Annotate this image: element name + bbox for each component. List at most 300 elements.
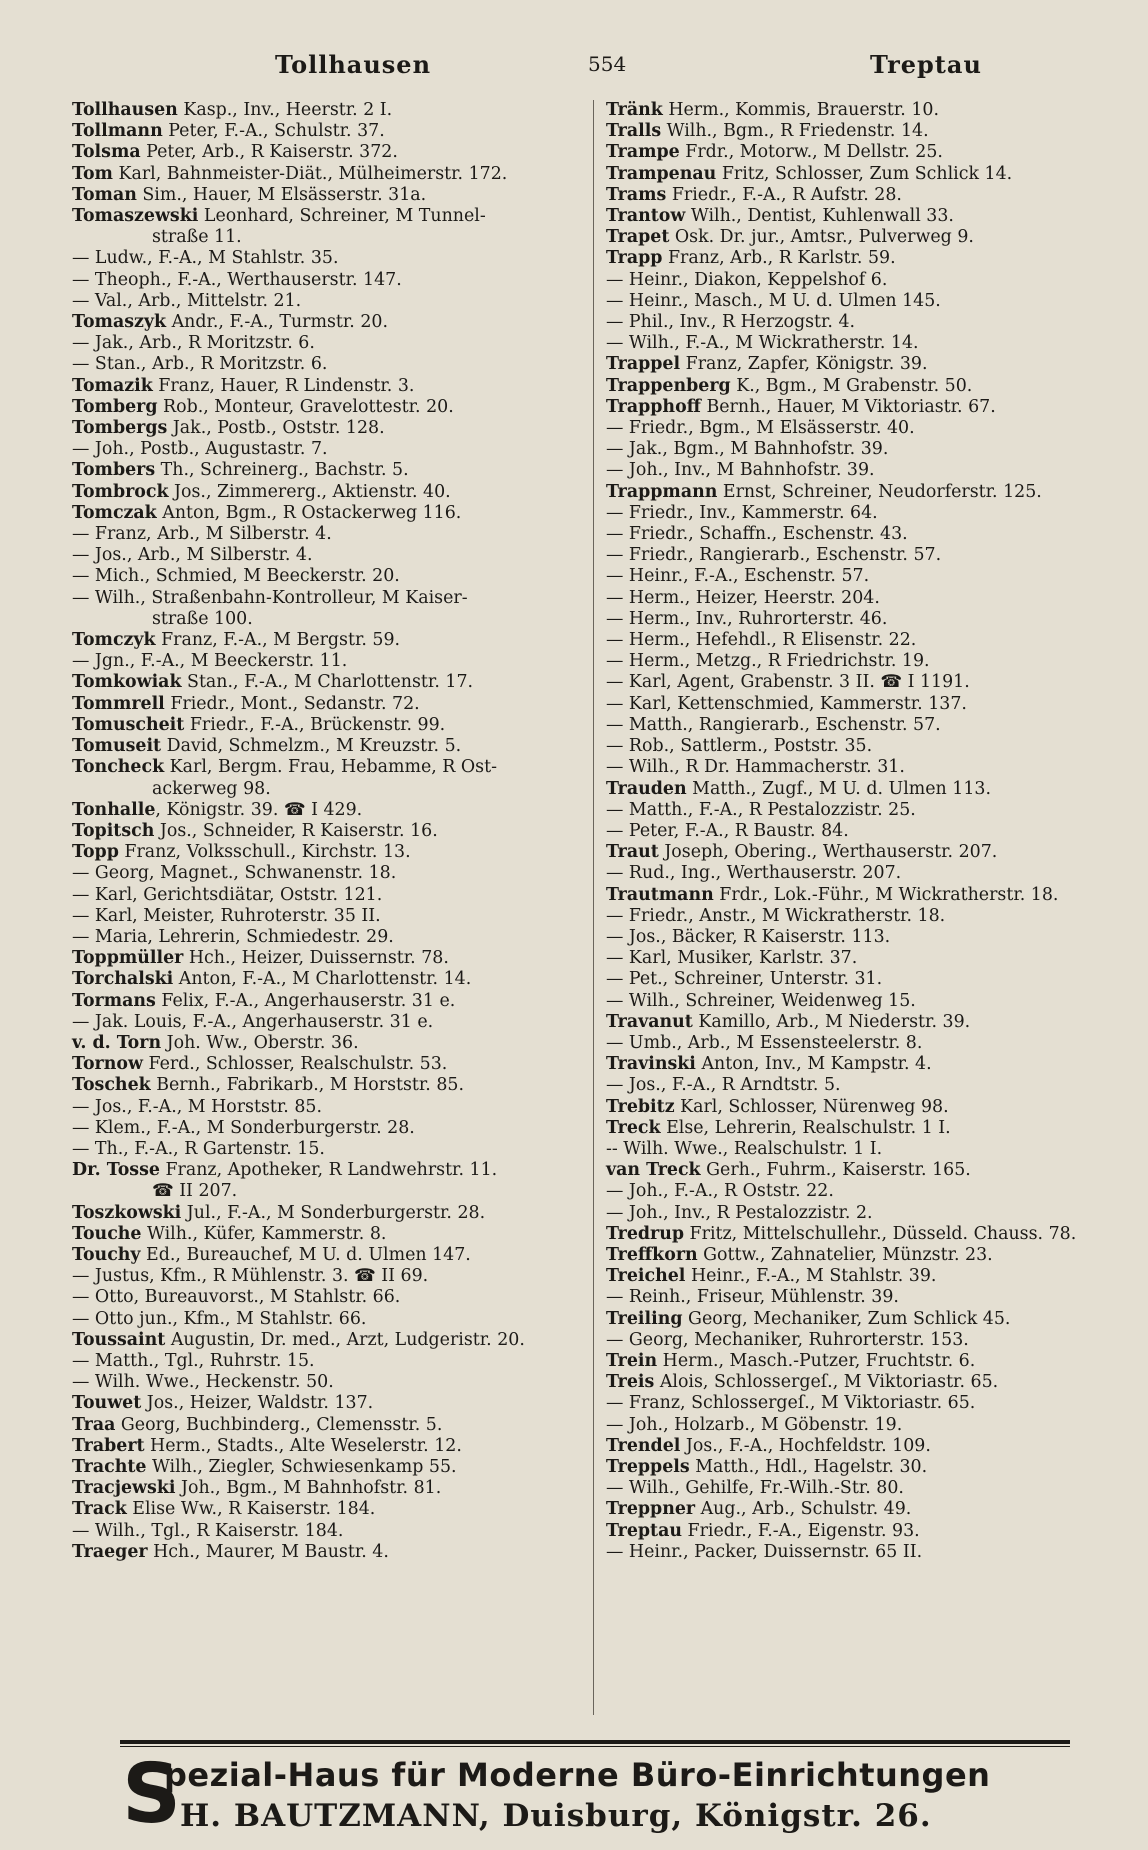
entry-details: Aug., Arb., Schulstr. 49.	[695, 1499, 912, 1520]
directory-entry	[72, 927, 572, 948]
directory-entry	[606, 142, 1126, 163]
entry-surname: Treppels	[606, 1457, 690, 1477]
entry-details: — Matth., Tgl., Ruhrstr. 15.	[72, 1350, 315, 1371]
entry-surname: Traa	[72, 1414, 116, 1435]
directory-entry	[606, 991, 1126, 1012]
directory-entry	[72, 482, 572, 503]
directory-entry	[606, 1203, 1126, 1224]
entry-details: — Theoph., F.-A., Werthauserstr. 147.	[72, 269, 402, 290]
entry-details: Leonhard, Schreiner, M Tunnel-	[198, 206, 486, 227]
directory-entry	[606, 545, 1126, 566]
directory-entry	[72, 609, 572, 630]
directory-entry	[606, 1542, 1126, 1563]
entry-details: Hch., Heizer, Duissernstr. 78.	[183, 948, 449, 969]
entry-surname: Track	[72, 1499, 127, 1520]
directory-entry	[606, 291, 1126, 312]
entry-surname: Treis	[606, 1372, 655, 1393]
entry-details: Fritz, Schlosser, Zum Schlick 14.	[716, 163, 1013, 184]
entry-surname: Tracjewski	[72, 1478, 176, 1499]
entry-details: Matth., Zugf., M U. d. Ulmen 113.	[686, 778, 991, 799]
entry-surname: Toschek	[72, 1075, 151, 1096]
entry-details: Kamillo, Arb., M Niederstr. 39.	[692, 1011, 971, 1032]
entry-surname: Trachte	[72, 1457, 147, 1477]
advertisement-line-2: H. BAUTZMANN, Duisburg, Königstr. 26.	[180, 1798, 932, 1834]
directory-entry	[606, 482, 1126, 503]
advertisement-rule	[120, 1740, 1070, 1744]
directory-entry	[606, 524, 1126, 545]
entry-details: Gottw., Zahnatelier, Münzstr. 23.	[697, 1244, 993, 1265]
directory-entry	[72, 164, 572, 185]
entry-surname: Tormans	[72, 990, 156, 1011]
entry-details: Matth., Hdl., Hagelstr. 30.	[689, 1457, 928, 1477]
entry-details: Augustin, Dr. med., Arzt, Ludgeristr. 20.	[165, 1329, 525, 1350]
entry-surname: Tomkowiak	[72, 672, 182, 693]
entry-details: Else, Lehrerin, Realschulstr. 1 I.	[660, 1117, 951, 1138]
directory-entry	[606, 1012, 1126, 1033]
directory-entry	[72, 1033, 572, 1054]
directory-entry	[606, 863, 1126, 884]
directory-entry	[606, 121, 1126, 142]
entry-surname: Travanut	[606, 1011, 693, 1032]
directory-entry	[606, 1351, 1126, 1372]
entry-details: Stan., F.-A., M Charlottenstr. 17.	[181, 672, 474, 693]
directory-entry	[606, 354, 1126, 375]
left-column	[72, 100, 572, 1563]
entry-details: — Heinr., Masch., M U. d. Ulmen 145.	[606, 290, 941, 311]
entry-details: Fritz, Mittelschullehr., Düsseld. Chauss. 78.	[684, 1223, 1077, 1244]
entry-details: Felix, F.-A., Angerhauserstr. 31 e.	[155, 990, 456, 1011]
entry-surname: Topp	[72, 842, 119, 863]
directory-entry	[606, 1097, 1126, 1118]
directory-entry	[72, 439, 572, 460]
entry-details: Frdr., Motorw., M Dellstr. 25.	[679, 142, 943, 163]
entry-details: , Königstr. 39. ☎ I 429.	[155, 799, 363, 820]
entry-details: — Jos., F.-A., M Horststr. 85.	[72, 1096, 322, 1117]
entry-surname: v. d. Torn	[72, 1032, 162, 1053]
entry-details: Jos., Zimmererg., Aktienstr. 40.	[168, 481, 451, 502]
entry-details: Anton, Inv., M Kampstr. 4.	[695, 1054, 932, 1075]
directory-entry	[72, 1330, 572, 1351]
entry-details: — Joh., F.-A., R Oststr. 22.	[606, 1181, 834, 1202]
directory-entry	[606, 333, 1126, 354]
entry-details: Wilh., Dentist, Kuhlenwall 33.	[685, 206, 954, 227]
directory-entry	[72, 991, 572, 1012]
entry-details: Ferd., Schlosser, Realschulstr. 53.	[142, 1054, 448, 1075]
entry-details: — Wilh., Gehilfe, Fr.-Wilh.-Str. 80.	[606, 1478, 904, 1499]
entry-details: — Friedr., Schaffn., Eschenstr. 43.	[606, 524, 908, 545]
directory-entry	[606, 927, 1126, 948]
entry-surname: Torchalski	[72, 969, 174, 990]
directory-entry	[606, 672, 1126, 693]
entry-surname: Tomaszyk	[72, 312, 167, 333]
directory-entry	[72, 1478, 572, 1499]
entry-details: — Joh., Postb., Augustastr. 7.	[72, 439, 328, 460]
entry-details: ☎ II 207.	[152, 1181, 238, 1202]
entry-details: — Otto jun., Kfm., M Stahlstr. 66.	[72, 1308, 367, 1329]
directory-entry	[72, 885, 572, 906]
entry-details: — Friedr., Inv., Kammerstr. 64.	[606, 502, 878, 523]
entry-surname: Tombers	[72, 460, 156, 481]
entry-details: Wilh., Ziegler, Schwiesenkamp 55.	[146, 1457, 457, 1477]
entry-details: — Wilh., Straßenbahn-Kontrolleur, M Kaiser-	[72, 587, 468, 608]
entry-surname: Tomczak	[72, 502, 157, 523]
entry-details: — Val., Arb., Mittelstr. 21.	[72, 290, 302, 311]
directory-entry	[606, 1118, 1126, 1139]
directory-entry	[72, 672, 572, 693]
directory-entry	[72, 206, 572, 227]
directory-entry	[72, 821, 572, 842]
entry-details: — Franz, Schlossergeſ., M Viktoriastr. 65.	[606, 1393, 976, 1414]
directory-entry	[72, 736, 572, 757]
entry-details: — Reinh., Friseur, Mühlenstr. 39.	[606, 1287, 899, 1308]
directory-entry	[606, 715, 1126, 736]
directory-entry	[606, 757, 1126, 778]
entry-surname: Treichel	[606, 1266, 686, 1287]
directory-entry	[606, 736, 1126, 757]
directory-entry	[606, 800, 1126, 821]
directory-entry	[72, 227, 572, 248]
directory-entry	[606, 1393, 1126, 1414]
entry-details: — Wilh., R Dr. Hammacherstr. 31.	[606, 757, 905, 778]
directory-entry	[72, 1542, 572, 1563]
directory-entry	[72, 694, 572, 715]
entry-surname: Trebitz	[606, 1096, 675, 1117]
entry-surname: Tornow	[72, 1054, 143, 1075]
entry-details: Franz, Zapfer, Königstr. 39.	[680, 354, 928, 375]
entry-details: K., Bgm., M Grabenstr. 50.	[730, 375, 973, 396]
page-number: 554	[588, 52, 627, 76]
entry-details: Wilh., Küfer, Kammerstr. 8.	[141, 1223, 387, 1244]
directory-entry	[606, 694, 1126, 715]
entry-details: Karl, Schlosser, Nürenweg 98.	[674, 1096, 949, 1117]
entry-details: Hch., Maurer, M Baustr. 4.	[147, 1541, 389, 1562]
entry-surname: Trauden	[606, 778, 687, 799]
entry-surname: Toman	[72, 184, 137, 205]
entry-details: — Franz, Arb., M Silberstr. 4.	[72, 524, 332, 545]
directory-entry	[606, 206, 1126, 227]
entry-surname: Tolsma	[72, 142, 141, 163]
directory-entry	[72, 524, 572, 545]
entry-details: — Heinr., Diakon, Keppelshof 6.	[606, 269, 888, 290]
directory-entry	[606, 1436, 1126, 1457]
directory-entry	[606, 1415, 1126, 1436]
entry-surname: Trampe	[606, 142, 680, 163]
entry-details: Friedr., Mont., Sedanstr. 72.	[164, 693, 420, 714]
entry-details: Kasp., Inv., Heerstr. 2 I.	[177, 100, 393, 120]
directory-entry	[72, 1372, 572, 1393]
directory-entry	[72, 651, 572, 672]
directory-entry	[606, 270, 1126, 291]
entry-details: Joseph, Obering., Werthauserstr. 207.	[658, 842, 998, 863]
directory-entry	[72, 1118, 572, 1139]
directory-entry	[72, 142, 572, 163]
entry-surname: van Treck	[606, 1160, 701, 1181]
entry-details: straße 11.	[152, 227, 242, 248]
entry-details: — Jak., Bgm., M Bahnhofstr. 39.	[606, 439, 889, 460]
entry-details: Bernh., Hauer, M Viktoriastr. 67.	[700, 396, 996, 417]
entry-details: Franz, Hauer, R Lindenstr. 3.	[152, 375, 415, 396]
entry-details: — Georg, Magnet., Schwanenstr. 18.	[72, 863, 397, 884]
entry-details: — Jos., Bäcker, R Kaiserstr. 113.	[606, 926, 891, 947]
entry-surname: Trabert	[72, 1435, 145, 1456]
entry-surname: Tredrup	[606, 1223, 685, 1244]
directory-entry	[72, 1054, 572, 1075]
entry-details: Joh. Ww., Oberstr. 36.	[161, 1032, 359, 1053]
entry-details: — Friedr., Anstr., M Wickratherstr. 18.	[606, 905, 946, 926]
directory-entry	[606, 1224, 1126, 1245]
entry-surname: Tombergs	[72, 418, 168, 439]
directory-entry	[72, 270, 572, 291]
entry-details: ackerweg 98.	[152, 778, 271, 799]
entry-details: — Jos., F.-A., R Arndtstr. 5.	[606, 1075, 841, 1096]
directory-entry	[72, 503, 572, 524]
entry-surname: Toussaint	[72, 1329, 166, 1350]
entry-surname: Trampenau	[606, 163, 717, 184]
entry-surname: Treck	[606, 1117, 661, 1138]
directory-entry	[606, 1054, 1126, 1075]
directory-entry	[72, 1457, 572, 1478]
entry-surname: Trappmann	[606, 481, 718, 502]
entry-surname: Trappenberg	[606, 375, 731, 396]
entry-details: Friedr., F.-A., Eigenstr. 93.	[682, 1520, 920, 1541]
directory-entry	[72, 1309, 572, 1330]
entry-details: Alois, Schlossergeſ., M Viktoriastr. 65.	[654, 1372, 999, 1393]
directory-entry	[606, 1521, 1126, 1542]
header-right-keyword: Treptau	[870, 50, 982, 79]
entry-details: — Karl, Gerichtsdiätar, Oststr. 121.	[72, 884, 383, 905]
directory-entry	[606, 1287, 1126, 1308]
directory-entry	[72, 1351, 572, 1372]
entry-details: Elise Ww., R Kaiserstr. 184.	[126, 1499, 376, 1520]
directory-entry	[72, 1012, 572, 1033]
entry-surname: Trappel	[606, 354, 681, 375]
directory-entry	[606, 1245, 1126, 1266]
directory-entry	[72, 185, 572, 206]
directory-entry	[72, 906, 572, 927]
directory-entry	[72, 948, 572, 969]
directory-entry	[72, 376, 572, 397]
directory-entry	[606, 566, 1126, 587]
entry-surname: Trams	[606, 184, 667, 205]
entry-surname: Tommrell	[72, 693, 165, 714]
directory-entry	[606, 460, 1126, 481]
entry-surname: Traut	[606, 842, 659, 863]
entry-surname: Dr. Tosse	[72, 1160, 160, 1181]
directory-entry	[72, 1436, 572, 1457]
entry-details: — Karl, Musiker, Karlstr. 37.	[606, 948, 858, 969]
entry-details: — Herm., Hefehdl., R Elisenstr. 22.	[606, 630, 917, 651]
entry-details: straße 100.	[152, 608, 253, 629]
directory-entry	[72, 397, 572, 418]
entry-details: Peter, F.-A., Schulstr. 37.	[162, 121, 385, 142]
entry-details: Karl, Bahnmeister-Diät., Mülheimerstr. 172.	[112, 163, 508, 184]
directory-entry	[72, 1521, 572, 1542]
entry-details: — Peter, F.-A., R Baustr. 84.	[606, 820, 849, 841]
directory-entry	[606, 503, 1126, 524]
entry-details: — Herm., Heizer, Heerstr. 204.	[606, 587, 880, 608]
directory-entry	[606, 1266, 1126, 1287]
entry-details: Gerh., Fuhrm., Kaiserstr. 165.	[700, 1160, 971, 1181]
entry-details: Rob., Monteur, Gravelottestr. 20.	[157, 396, 454, 417]
entry-surname: Tombrock	[72, 481, 169, 502]
directory-entry	[606, 821, 1126, 842]
directory-entry	[606, 1075, 1126, 1096]
directory-entry	[606, 906, 1126, 927]
entry-surname: Trapet	[606, 227, 670, 248]
entry-details: Heinr., F.-A., M Stahlstr. 39.	[685, 1266, 937, 1287]
directory-entry	[72, 418, 572, 439]
entry-surname: Tomczyk	[72, 630, 156, 651]
directory-entry	[72, 460, 572, 481]
directory-entry	[72, 863, 572, 884]
entry-details: — Friedr., Rangierarb., Eschenstr. 57.	[606, 545, 942, 566]
entry-details: — Pet., Schreiner, Unterstr. 31.	[606, 969, 883, 990]
entry-details: Friedr., F.-A., R Aufstr. 28.	[666, 184, 902, 205]
entry-details: — Heinr., F.-A., Eschenstr. 57.	[606, 566, 870, 587]
entry-details: — Th., F.-A., R Gartenstr. 15.	[72, 1138, 325, 1159]
column-divider	[593, 100, 594, 1715]
entry-details: — Joh., Holzarb., M Göbenstr. 19.	[606, 1414, 903, 1435]
directory-entry	[72, 630, 572, 651]
directory-entry	[606, 1372, 1126, 1393]
entry-surname: Tomuscheit	[72, 714, 185, 735]
entry-details: — Wilh., Tgl., R Kaiserstr. 184.	[72, 1520, 344, 1541]
entry-details: — Herm., Metzg., R Friedrichstr. 19.	[606, 651, 930, 672]
directory-entry	[606, 418, 1126, 439]
directory-entry	[606, 1330, 1126, 1351]
entry-details: Joh., Bgm., M Bahnhofstr. 81.	[175, 1478, 442, 1499]
directory-entry	[72, 842, 572, 863]
entry-details: Anton, Bgm., R Ostackerweg 116.	[156, 502, 462, 523]
directory-entry	[72, 1499, 572, 1520]
entry-details: — Heinr., Packer, Duissernstr. 65 II.	[606, 1541, 923, 1562]
entry-details: Herm., Stadts., Alte Weselerstr. 12.	[144, 1435, 462, 1456]
directory-entry	[606, 397, 1126, 418]
directory-entry	[72, 757, 572, 778]
entry-surname: Tomuseit	[72, 736, 162, 757]
directory-entry	[606, 164, 1126, 185]
entry-details: Ed., Bureauchef, M U. d. Ulmen 147.	[140, 1244, 471, 1265]
entry-surname: Traeger	[72, 1541, 148, 1562]
entry-surname: Touchy	[72, 1244, 141, 1265]
entry-surname: Trendel	[606, 1435, 681, 1456]
directory-entry	[72, 121, 572, 142]
directory-entry	[72, 1245, 572, 1266]
entry-surname: Tränk	[606, 100, 663, 120]
entry-details: Jos., F.-A., Hochfeldstr. 109.	[680, 1435, 931, 1456]
directory-entry	[72, 1203, 572, 1224]
advertisement-line-1: pezial-Haus für Moderne Büro-Einrichtungen	[164, 1756, 991, 1794]
header-left-keyword: Tollhausen	[275, 50, 432, 79]
entry-details: -- Wilh. Wwe., Realschulstr. 1 I.	[606, 1138, 883, 1159]
entry-details: Friedr., F.-A., Brückenstr. 99.	[184, 714, 446, 735]
entry-surname: Treffkorn	[606, 1244, 698, 1265]
entry-surname: Tollmann	[72, 121, 163, 142]
entry-details: — Jak. Louis, F.-A., Angerhauserstr. 31 e.	[72, 1011, 434, 1032]
entry-surname: Travinski	[606, 1054, 696, 1075]
directory-entry	[72, 545, 572, 566]
directory-entry	[606, 779, 1126, 800]
entry-details: — Mich., Schmied, M Beeckerstr. 20.	[72, 566, 400, 587]
entry-details: — Matth., F.-A., R Pestalozzistr. 25.	[606, 799, 916, 820]
entry-details: — Friedr., Bgm., M Elsässerstr. 40.	[606, 418, 915, 439]
directory-entry	[606, 1181, 1126, 1202]
advertisement-rule-thin	[120, 1746, 1070, 1747]
entry-details: — Justus, Kfm., R Mühlenstr. 3. ☎ II 69.	[72, 1266, 429, 1287]
directory-entry	[606, 1309, 1126, 1330]
entry-details: — Georg, Mechaniker, Ruhrorterstr. 153.	[606, 1329, 969, 1350]
entry-details: — Jgn., F.-A., M Beeckerstr. 11.	[72, 651, 348, 672]
entry-surname: Touche	[72, 1223, 142, 1244]
directory-entry	[606, 248, 1126, 269]
entry-surname: Trein	[606, 1350, 658, 1371]
entry-surname: Tonhalle	[72, 799, 156, 820]
entry-surname: Treptau	[606, 1520, 683, 1541]
entry-details: Jos., Heizer, Waldstr. 137.	[141, 1393, 374, 1414]
directory-entry	[606, 842, 1126, 863]
entry-details: — Phil., Inv., R Herzogstr. 4.	[606, 312, 856, 333]
entry-details: Georg, Buchbinderg., Clemensstr. 5.	[115, 1414, 443, 1435]
entry-details: — Karl, Kettenschmied, Kammerstr. 137.	[606, 693, 967, 714]
entry-details: Jul., F.-A., M Sonderburgerstr. 28.	[181, 1202, 486, 1223]
directory-entry	[72, 588, 572, 609]
directory-entry	[606, 1499, 1126, 1520]
directory-entry	[72, 333, 572, 354]
entry-details: — Rud., Ing., Werthauserstr. 207.	[606, 863, 902, 884]
entry-details: David, Schmelzm., M Kreuzstr. 5.	[161, 736, 462, 757]
entry-details: Herm., Masch.-Putzer, Fruchtstr. 6.	[657, 1350, 976, 1371]
directory-entry	[606, 948, 1126, 969]
entry-details: Jos., Schneider, R Kaiserstr. 16.	[154, 820, 438, 841]
directory-entry	[606, 651, 1126, 672]
entry-details: — Joh., Inv., M Bahnhofstr. 39.	[606, 460, 875, 481]
entry-surname: Toszkowski	[72, 1202, 182, 1223]
directory-entry	[72, 969, 572, 990]
directory-entry	[72, 291, 572, 312]
directory-entry	[72, 312, 572, 333]
directory-entry	[606, 312, 1126, 333]
entry-surname: Tralls	[606, 121, 662, 142]
entry-details: — Joh., Inv., R Pestalozzistr. 2.	[606, 1202, 873, 1223]
entry-details: — Ludw., F.-A., M Stahlstr. 35.	[72, 248, 339, 269]
entry-surname: Touwet	[72, 1393, 142, 1414]
directory-entry	[606, 630, 1126, 651]
entry-details: — Rob., Sattlerm., Poststr. 35.	[606, 736, 873, 757]
entry-details: — Otto, Bureauvorst., M Stahlstr. 66.	[72, 1287, 401, 1308]
page-header	[70, 50, 1108, 90]
entry-details: — Karl, Meister, Ruhroterstr. 35 II.	[72, 905, 381, 926]
entry-details: Th., Schreinerg., Bachstr. 5.	[155, 460, 409, 481]
directory-entry	[606, 588, 1126, 609]
entry-details: Andr., F.-A., Turmstr. 20.	[166, 312, 388, 333]
directory-entry	[72, 1181, 572, 1202]
entry-details: — Herm., Inv., Ruhrorterstr. 46.	[606, 608, 888, 629]
entry-surname: Trapphoff	[606, 396, 701, 417]
entry-details: Sim., Hauer, M Elsässerstr. 31a.	[136, 184, 427, 205]
directory-entry	[72, 715, 572, 736]
directory-entry	[72, 566, 572, 587]
right-column	[606, 100, 1126, 1563]
directory-entry	[606, 609, 1126, 630]
directory-entry	[72, 248, 572, 269]
directory-entry	[606, 1160, 1126, 1181]
entry-surname: Trapp	[606, 248, 663, 269]
directory-entry	[72, 1287, 572, 1308]
directory-entry	[606, 885, 1126, 906]
entry-surname: Trantow	[606, 206, 686, 227]
entry-details: — Wilh., F.-A., M Wickratherstr. 14.	[606, 333, 919, 354]
entry-details: — Wilh. Wwe., Heckenstr. 50.	[72, 1372, 334, 1393]
